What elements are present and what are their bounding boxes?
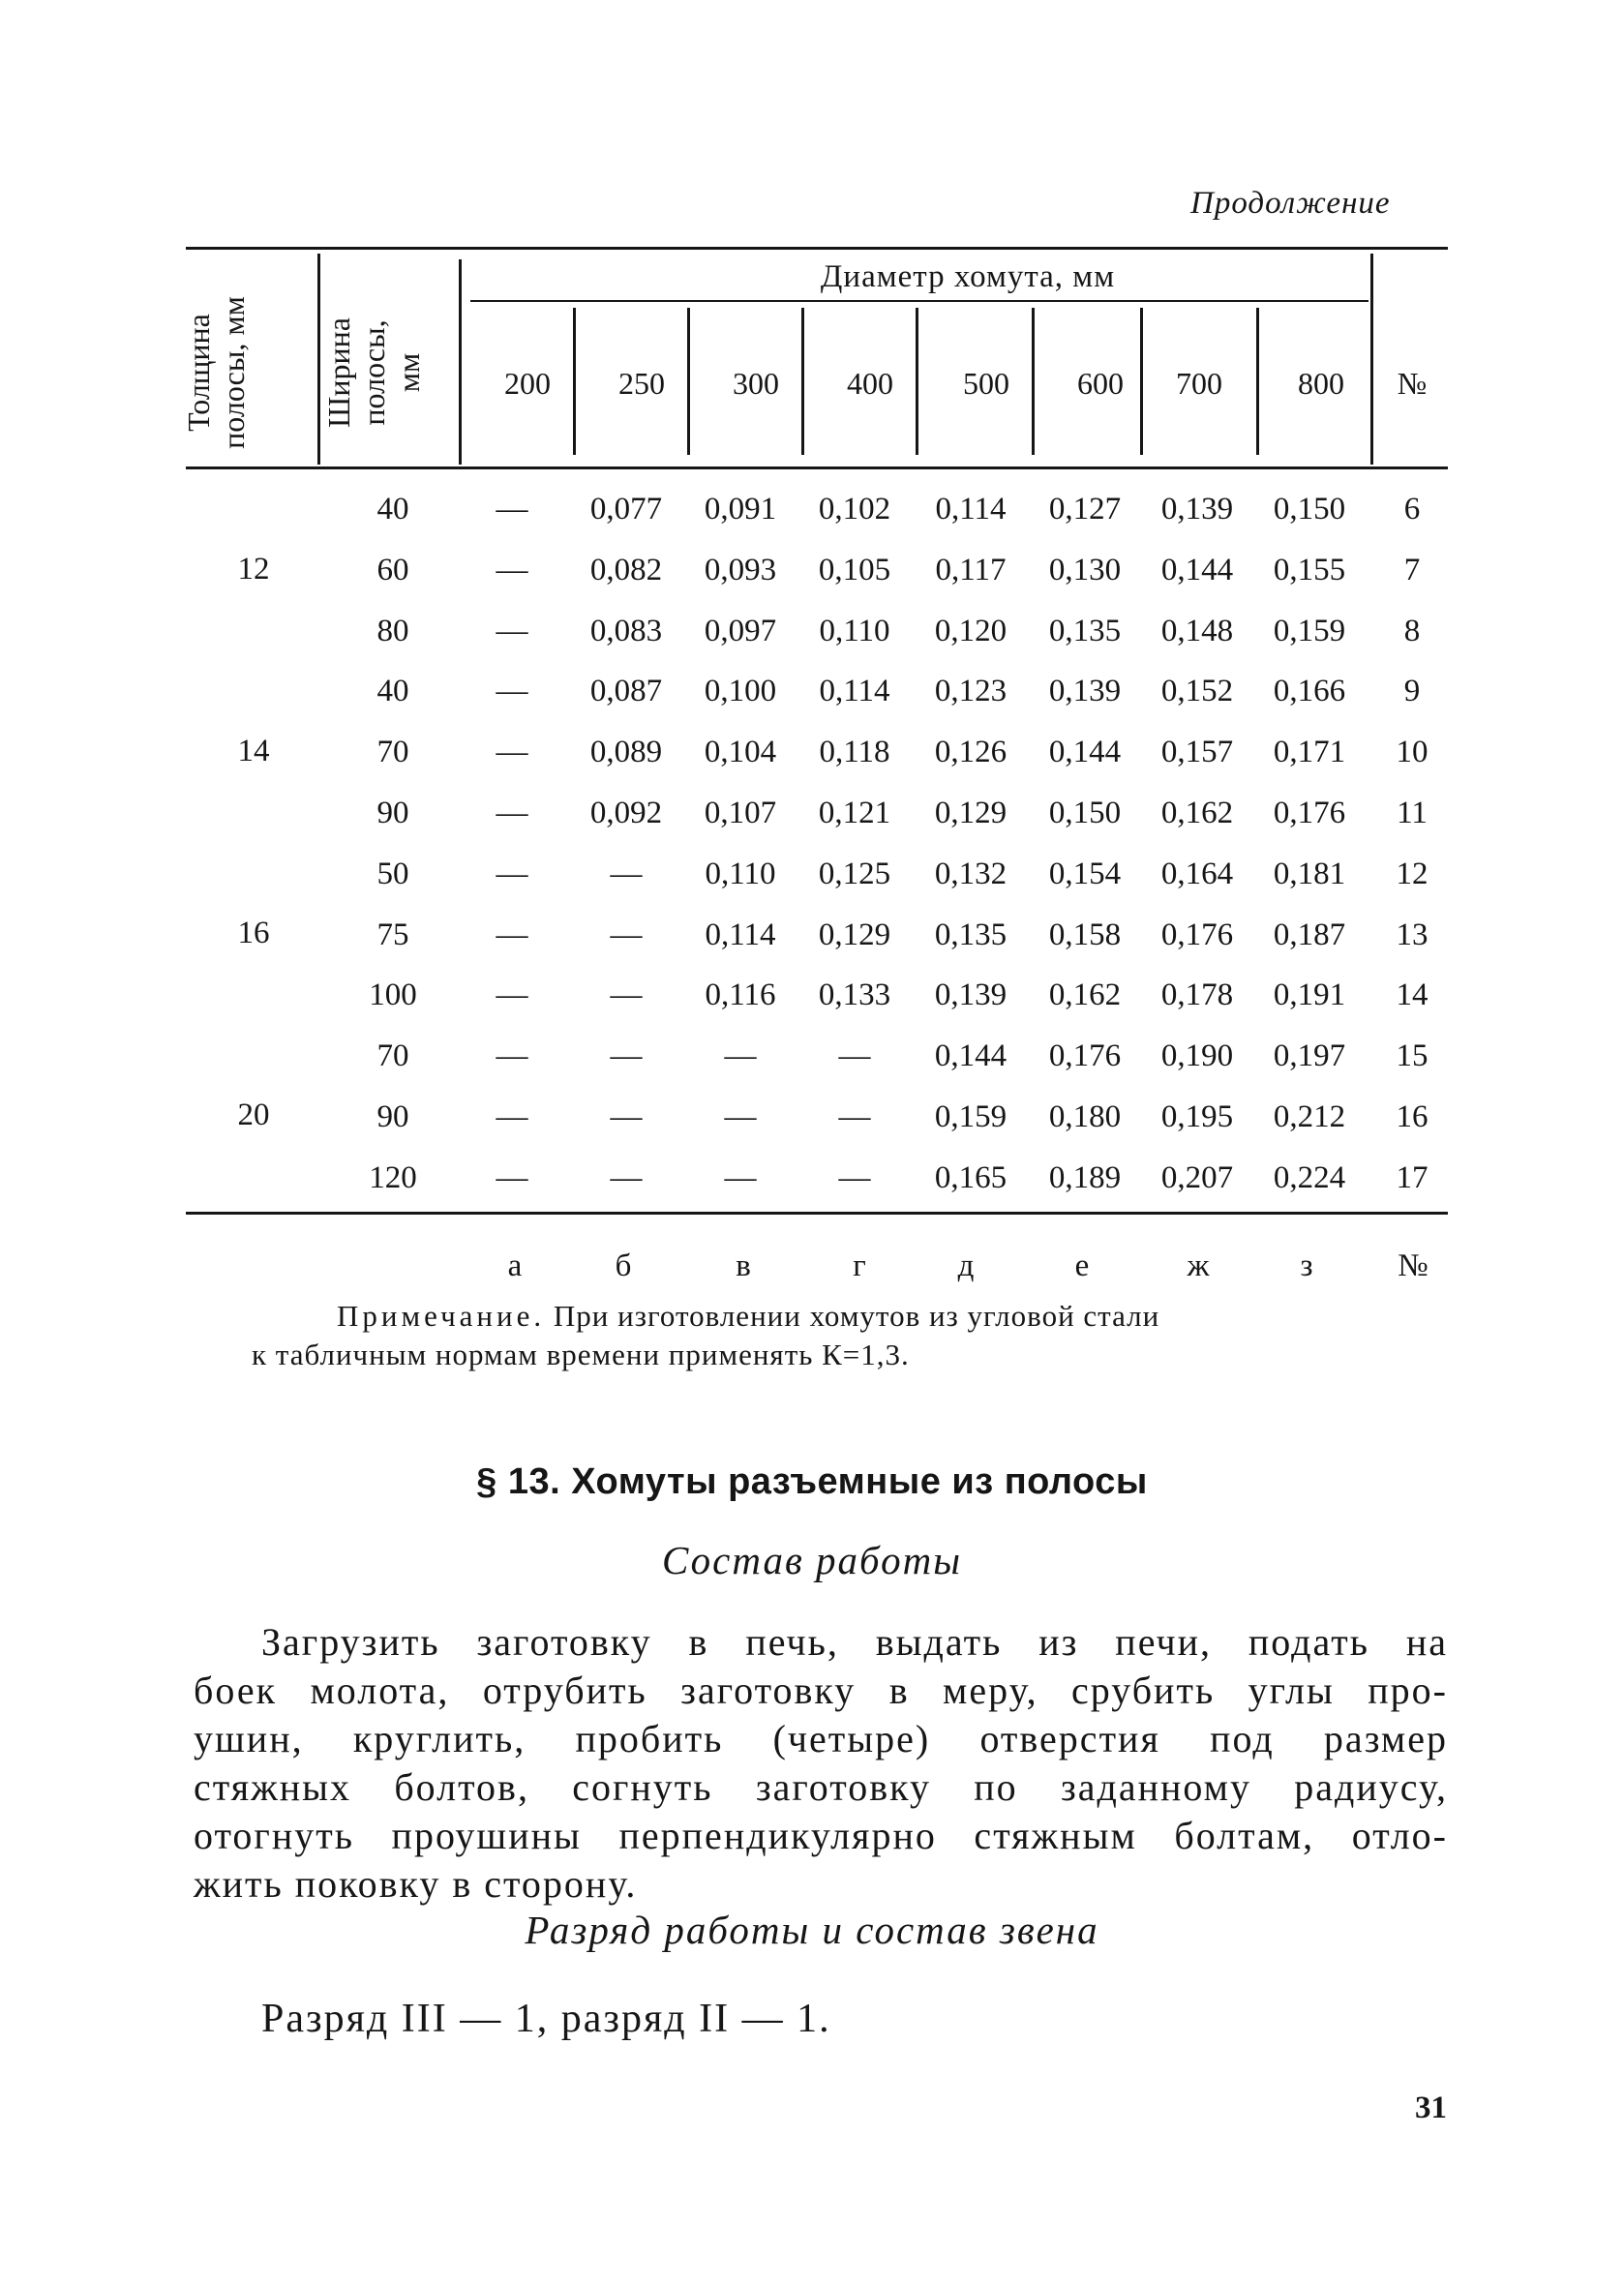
time-cell: 0,107 bbox=[704, 796, 777, 830]
row-number-cell: 12 bbox=[1396, 857, 1429, 891]
thickness-14: 14 bbox=[237, 734, 270, 768]
section-subtitle: Состав работы bbox=[662, 1538, 962, 1582]
time-cell: 0,159 bbox=[934, 1099, 1007, 1134]
section-title: § 13. Хомуты разъемные из полосы bbox=[476, 1461, 1148, 1502]
col-letter-b: б bbox=[615, 1248, 632, 1283]
time-cell: 0,148 bbox=[1160, 614, 1234, 648]
time-cell: 0,091 bbox=[704, 492, 777, 526]
time-cell: 0,125 bbox=[818, 857, 891, 891]
col-sep-1 bbox=[317, 254, 320, 465]
time-cell: — bbox=[496, 857, 528, 891]
time-cell: 0,114 bbox=[819, 674, 890, 708]
time-cell: — bbox=[610, 1099, 643, 1134]
time-cell: 0,083 bbox=[589, 614, 663, 648]
time-cell: 0,116 bbox=[705, 978, 776, 1012]
time-cell: 0,164 bbox=[1160, 857, 1234, 891]
time-cell: 0,159 bbox=[1273, 614, 1346, 648]
time-cell: 0,197 bbox=[1273, 1038, 1346, 1073]
thickness-12: 12 bbox=[237, 552, 270, 587]
col-letter-e: е bbox=[1074, 1248, 1090, 1283]
paragraph-line: отогнуть проушины перпендикулярно стяжным болтам, отло- bbox=[194, 1814, 1448, 1857]
time-cell: 0,087 bbox=[589, 674, 663, 708]
row-number-cell: 7 bbox=[1403, 553, 1421, 587]
paragraph-line: ушин, круглить, пробить (четыре) отверстия под размер bbox=[194, 1717, 1448, 1760]
time-cell: 0,176 bbox=[1048, 1038, 1122, 1073]
col-letter-g: г bbox=[853, 1248, 866, 1283]
time-cell: 0,187 bbox=[1273, 917, 1346, 952]
time-cell: 0,117 bbox=[935, 553, 1007, 587]
time-cell: 0,126 bbox=[934, 735, 1007, 769]
time-cell: 0,154 bbox=[1048, 857, 1122, 891]
time-cell: 0,144 bbox=[934, 1038, 1007, 1073]
time-cell: 0,139 bbox=[1160, 492, 1234, 526]
col-letter-v: в bbox=[736, 1248, 751, 1283]
time-cell: 0,152 bbox=[1160, 674, 1234, 708]
paragraph-line: жить поковку в сторону. bbox=[194, 1862, 638, 1906]
width-cell: 75 bbox=[376, 917, 409, 952]
col-header-250: 250 bbox=[618, 366, 665, 401]
col-header-200: 200 bbox=[504, 366, 551, 401]
time-cell: 0,100 bbox=[704, 674, 777, 708]
time-cell: 0,158 bbox=[1048, 917, 1122, 952]
row-number-cell: 9 bbox=[1403, 674, 1421, 708]
width-cell: 100 bbox=[369, 978, 417, 1012]
time-cell: 0,097 bbox=[704, 614, 777, 648]
time-cell: — bbox=[496, 1160, 528, 1195]
time-cell: 0,130 bbox=[1048, 553, 1122, 587]
time-cell: 0,129 bbox=[934, 796, 1007, 830]
time-cell: 0,082 bbox=[589, 553, 663, 587]
paragraph-line: боек молота, отрубить заготовку в меру, срубить углы про- bbox=[194, 1669, 1448, 1712]
time-cell: — bbox=[724, 1038, 757, 1073]
time-cell: — bbox=[496, 674, 528, 708]
col-sep-2 bbox=[459, 259, 462, 465]
time-cell: — bbox=[496, 492, 528, 526]
time-cell: 0,224 bbox=[1273, 1160, 1346, 1195]
time-cell: 0,104 bbox=[704, 735, 777, 769]
row-number-cell: 6 bbox=[1403, 492, 1421, 526]
time-cell: — bbox=[610, 857, 643, 891]
table-diameter-rule bbox=[470, 300, 1368, 302]
time-cell: 0,089 bbox=[589, 735, 663, 769]
col-header-500: 500 bbox=[963, 366, 1009, 401]
col-letter-number: № bbox=[1398, 1248, 1429, 1283]
width-cell: 40 bbox=[376, 492, 409, 526]
time-cell: 0,114 bbox=[705, 917, 776, 952]
time-cell: 0,133 bbox=[818, 978, 891, 1012]
width-cell: 120 bbox=[369, 1160, 417, 1195]
thickness-header: Толщина полосы, мм bbox=[181, 296, 251, 449]
paragraph-line: Загрузить заготовку в печь, выдать из печи, подать на bbox=[261, 1620, 1448, 1664]
time-cell: 0,144 bbox=[1160, 553, 1234, 587]
time-cell: — bbox=[838, 1038, 871, 1073]
time-cell: — bbox=[610, 1160, 643, 1195]
row-number-cell: 11 bbox=[1397, 796, 1428, 830]
time-cell: 0,191 bbox=[1273, 978, 1346, 1012]
time-cell: 0,135 bbox=[934, 917, 1007, 952]
col-sep-9 bbox=[1256, 308, 1259, 455]
col-header-400: 400 bbox=[847, 366, 893, 401]
continuation-label: Продолжение bbox=[1190, 186, 1391, 221]
time-cell: 0,132 bbox=[934, 857, 1007, 891]
time-cell: 0,102 bbox=[818, 492, 891, 526]
thickness-16: 16 bbox=[237, 916, 270, 950]
time-cell: 0,181 bbox=[1273, 857, 1346, 891]
width-cell: 70 bbox=[376, 1038, 409, 1073]
time-cell: — bbox=[610, 917, 643, 952]
time-cell: 0,171 bbox=[1273, 735, 1346, 769]
col-letter-zh: ж bbox=[1187, 1248, 1210, 1283]
time-cell: — bbox=[496, 1099, 528, 1134]
time-cell: — bbox=[724, 1099, 757, 1134]
row-number-cell: 13 bbox=[1396, 917, 1429, 952]
width-cell: 90 bbox=[376, 1099, 409, 1134]
time-cell: 0,144 bbox=[1048, 735, 1122, 769]
col-letter-d: д bbox=[957, 1248, 975, 1283]
time-cell: 0,093 bbox=[704, 553, 777, 587]
row-number-cell: 17 bbox=[1396, 1160, 1429, 1195]
time-cell: 0,129 bbox=[818, 917, 891, 952]
diameter-header: Диаметр хомута, мм bbox=[820, 259, 1116, 294]
time-cell: — bbox=[838, 1160, 871, 1195]
time-cell: 0,166 bbox=[1273, 674, 1346, 708]
time-cell: — bbox=[610, 1038, 643, 1073]
width-header: Ширина полосы, мм bbox=[321, 317, 426, 428]
time-cell: 0,077 bbox=[589, 492, 663, 526]
width-cell: 90 bbox=[376, 796, 409, 830]
time-cell: 0,150 bbox=[1273, 492, 1346, 526]
time-cell: 0,165 bbox=[934, 1160, 1007, 1195]
work-description bbox=[194, 1618, 1448, 1909]
thickness-20: 20 bbox=[237, 1098, 270, 1132]
note-label: Примечание. bbox=[337, 1299, 546, 1333]
grade-text: Разряд III — 1, разряд II — 1. bbox=[261, 1997, 831, 2041]
time-cell: 0,207 bbox=[1160, 1160, 1234, 1195]
width-cell: 50 bbox=[376, 857, 409, 891]
time-cell: 0,162 bbox=[1048, 978, 1122, 1012]
time-cell: 0,189 bbox=[1048, 1160, 1122, 1195]
row-number-cell: 10 bbox=[1396, 735, 1429, 769]
width-cell: 60 bbox=[376, 553, 409, 587]
grade-title: Разряд работы и состав звена bbox=[525, 1908, 1099, 1952]
time-cell: — bbox=[496, 553, 528, 587]
time-cell: 0,123 bbox=[934, 674, 1007, 708]
time-cell: — bbox=[496, 978, 528, 1012]
time-cell: 0,139 bbox=[1048, 674, 1122, 708]
time-cell: 0,212 bbox=[1273, 1099, 1346, 1134]
time-cell: — bbox=[496, 614, 528, 648]
time-cell: 0,118 bbox=[819, 735, 890, 769]
col-sep-10 bbox=[1370, 254, 1373, 465]
time-cell: 0,176 bbox=[1160, 917, 1234, 952]
col-letter-a: а bbox=[507, 1248, 523, 1283]
time-cell: — bbox=[724, 1160, 757, 1195]
time-cell: 0,178 bbox=[1160, 978, 1234, 1012]
time-cell: 0,092 bbox=[589, 796, 663, 830]
time-cell: 0,120 bbox=[934, 614, 1007, 648]
row-number-cell: 15 bbox=[1396, 1038, 1429, 1073]
time-cell: 0,176 bbox=[1273, 796, 1346, 830]
width-cell: 40 bbox=[376, 674, 409, 708]
time-cell: 0,157 bbox=[1160, 735, 1234, 769]
time-cell: — bbox=[496, 735, 528, 769]
time-cell: 0,180 bbox=[1048, 1099, 1122, 1134]
time-cell: — bbox=[496, 917, 528, 952]
note-text-2: к табличным нормам времени применять К=1,3. bbox=[252, 1338, 910, 1371]
time-cell: 0,121 bbox=[818, 796, 891, 830]
time-cell: 0,135 bbox=[1048, 614, 1122, 648]
col-header-700: 700 bbox=[1176, 366, 1222, 401]
time-cell: 0,110 bbox=[705, 857, 776, 891]
width-cell: 80 bbox=[376, 614, 409, 648]
time-cell: 0,127 bbox=[1048, 492, 1122, 526]
time-cell: — bbox=[610, 978, 643, 1012]
col-header-600: 600 bbox=[1077, 366, 1124, 401]
page-number: 31 bbox=[1415, 2090, 1447, 2125]
table-top-rule bbox=[186, 247, 1448, 250]
col-header-800: 800 bbox=[1298, 366, 1344, 401]
time-cell: 0,150 bbox=[1048, 796, 1122, 830]
time-cell: 0,195 bbox=[1160, 1099, 1234, 1134]
time-cell: — bbox=[838, 1099, 871, 1134]
table-bottom-rule bbox=[186, 1212, 1448, 1215]
row-number-cell: 8 bbox=[1403, 614, 1421, 648]
paragraph-line: стяжных болтов, согнуть заготовку по заданному радиусу, bbox=[194, 1765, 1448, 1809]
col-header-number: № bbox=[1397, 366, 1428, 401]
table-header-rule bbox=[186, 466, 1448, 469]
col-letter-z: з bbox=[1300, 1248, 1313, 1283]
time-cell: 0,190 bbox=[1160, 1038, 1234, 1073]
time-cell: — bbox=[496, 796, 528, 830]
time-cell: 0,139 bbox=[934, 978, 1007, 1012]
note-text-1: При изготовлении хомутов из угловой стали bbox=[553, 1299, 1160, 1333]
width-cell: 70 bbox=[376, 735, 409, 769]
time-cell: 0,155 bbox=[1273, 553, 1346, 587]
time-cell: 0,162 bbox=[1160, 796, 1234, 830]
row-number-cell: 16 bbox=[1396, 1099, 1429, 1134]
time-cell: 0,114 bbox=[935, 492, 1007, 526]
time-cell: 0,105 bbox=[818, 553, 891, 587]
table-note bbox=[252, 1297, 1452, 1374]
col-header-300: 300 bbox=[733, 366, 779, 401]
time-cell: — bbox=[496, 1038, 528, 1073]
row-number-cell: 14 bbox=[1396, 978, 1429, 1012]
time-cell: 0,110 bbox=[819, 614, 890, 648]
